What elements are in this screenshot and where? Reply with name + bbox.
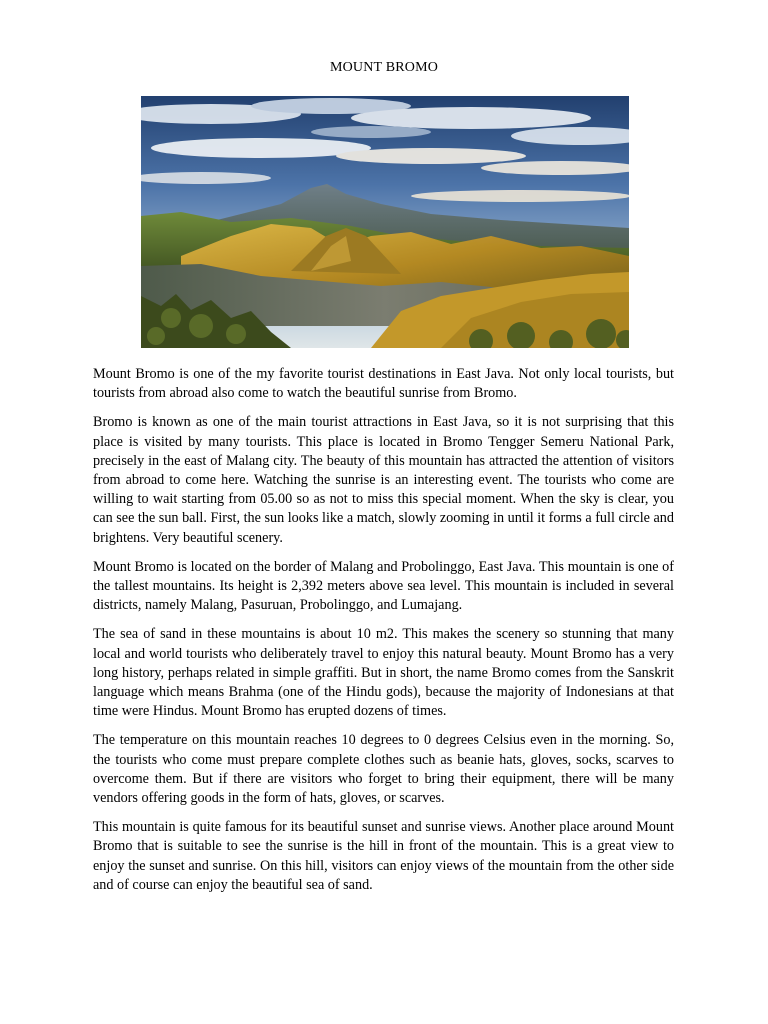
- paragraph: The sea of sand in these mountains is about 10 m2. This makes the scenery so stunning that many local and world tourists who deliberately travel to enjoy this natural beauty. Mount Bromo has a very long history, perhaps related in simple graffiti. But in short, the name Bromo comes from the Sanskrit language which means Brahma (one of the Hindu gods), because the majority of Indonesians at that time were Hindus. Mount Bromo has erupted dozens of times.: [93, 626, 674, 720]
- paragraph: Bromo is known as one of the main tourist attractions in East Java, so it is not surprising that this place is visited by many tourists. This place is located in Bromo Tengger Semeru National Park, precisely in the east of Malang city. The beauty of this mountain has attracted the attention of visitors from abroad to come here. Watching the sunrise is an interesting event. The tourists who come are willing to wait starting from 05.00 so as not to miss this special moment. When the sky is clear, you can see the sun ball. First, the sun looks like a match, slowly zooming in until it forms a full circle and brightens. Very beautiful scenery.: [93, 414, 674, 546]
- page-title: MOUNT BROMO: [329, 60, 439, 75]
- paragraph: Mount Bromo is located on the border of Malang and Probolinggo, East Java. This mountain is one of the tallest mountains. Its height is 2,392 meters above sea level. This mountain is included in several districts, namely Malang, Pasuruan, Probolinggo, and Lumajang.: [93, 558, 674, 614]
- mount-bromo-photo: [141, 96, 629, 348]
- article-body: [93, 365, 674, 905]
- paragraph: Mount Bromo is one of the my favorite tourist destinations in East Java. Not only local tourists, but tourists from abroad also come to watch the beautiful sunrise from Bromo.: [93, 366, 674, 402]
- paragraph: This mountain is quite famous for its beautiful sunset and sunrise views. Another place around Mount Bromo that is suitable to see the sunrise is the hill in front of the mountain. This is a great view to enjoy the sunset and sunrise. On this hill, visitors can enjoy views of the mountain from the other side and of course can enjoy the beautiful sea of sand.: [93, 819, 674, 893]
- landscape-illustration: [141, 96, 629, 348]
- paragraph: The temperature on this mountain reaches 10 degrees to 0 degrees Celsius even in the morning. So, the tourists who come must prepare complete clothes such as beanie hats, gloves, socks, scarves to overcome them. But if there are visitors who forget to bring their equipment, there will be many vendors offering goods in the form of hats, gloves, or scarves.: [93, 732, 674, 807]
